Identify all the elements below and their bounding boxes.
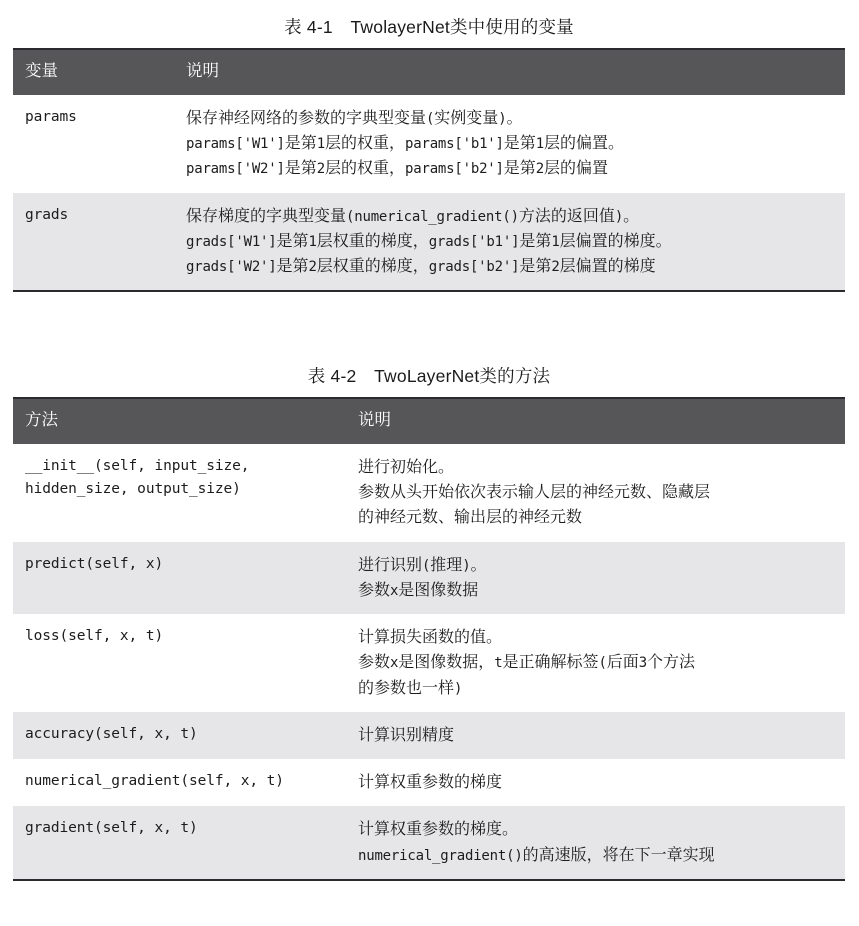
row-key-cell xyxy=(13,444,346,542)
description-line: grads['W1']是第1层权重的梯度，grads['b1']是第1层偏置的梯度。 xyxy=(186,232,672,250)
row-description-cell xyxy=(346,759,845,806)
row-description-cell xyxy=(346,806,845,880)
table-header-row xyxy=(13,398,845,444)
row-key-line: params xyxy=(25,108,77,125)
row-key-line: loss(self, x, t) xyxy=(25,628,164,645)
table-row xyxy=(13,759,845,806)
row-key-cell xyxy=(13,806,346,880)
description-line: 的参数也一样) xyxy=(358,679,463,697)
table-1-block xyxy=(13,14,845,292)
description-line: 的神经元数、输出层的神经元数 xyxy=(358,509,583,527)
row-key-line: grads xyxy=(25,206,69,223)
description-line: params['W2']是第2层的权重，params['b2']是第2层的偏置 xyxy=(186,160,609,178)
row-description-cell xyxy=(346,444,845,542)
table-1-header-description: 说明 xyxy=(174,49,845,95)
description-line: 参数x是图像数据，t是正确解标签(后面3个方法 xyxy=(358,654,696,672)
description-line: 计算权重参数的梯度 xyxy=(358,774,503,792)
table-row xyxy=(13,614,845,712)
table-2-header-description: 说明 xyxy=(346,398,845,444)
row-key-line: gradient(self, x, t) xyxy=(25,820,198,837)
table-2-header-method: 方法 xyxy=(13,398,346,444)
description-line: numerical_gradient()的高速版，将在下一章实现 xyxy=(358,846,715,864)
row-key-cell xyxy=(13,712,346,759)
row-description-cell xyxy=(174,95,845,193)
table-header-row xyxy=(13,49,845,95)
row-key-line: hidden_size, output_size) xyxy=(25,480,241,497)
table-2-block xyxy=(13,363,845,881)
row-key-cell xyxy=(13,614,346,712)
description-line: 计算损失函数的值。 xyxy=(358,629,503,647)
table-1-caption: 表 4-1 TwolayerNet类中使用的变量 xyxy=(284,17,574,37)
row-key-cell xyxy=(13,193,174,292)
table-row xyxy=(13,542,845,615)
table-1-header-variable: 变量 xyxy=(13,49,174,95)
description-line: 计算识别精度 xyxy=(358,726,455,744)
row-key-cell xyxy=(13,759,346,806)
table-2-body xyxy=(13,444,845,880)
table-1 xyxy=(13,48,845,292)
row-key-line: predict(self, x) xyxy=(25,555,164,572)
description-line: params['W1']是第1层的权重，params['b1']是第1层的偏置。 xyxy=(186,135,625,153)
row-description-cell xyxy=(346,614,845,712)
table-row xyxy=(13,193,845,292)
row-key-cell xyxy=(13,542,346,615)
description-line: 参数从头开始依次表示输人层的神经元数、隐藏层 xyxy=(358,484,711,502)
table-row xyxy=(13,712,845,759)
description-line: 进行识别(推理)。 xyxy=(358,556,487,574)
table-2-header xyxy=(13,398,845,444)
description-line: 参数x是图像数据 xyxy=(358,581,479,599)
row-key-line: accuracy(self, x, t) xyxy=(25,725,198,742)
table-2-caption: 表 4-2 TwoLayerNet类的方法 xyxy=(307,366,551,386)
description-line: 计算权重参数的梯度。 xyxy=(358,821,519,839)
row-description-cell xyxy=(174,193,845,292)
table-row xyxy=(13,806,845,880)
description-line: 保存梯度的字典型变量(numerical_gradient()方法的返回值)。 xyxy=(186,207,640,225)
table-2 xyxy=(13,397,845,881)
description-line: grads['W2']是第2层权重的梯度，grads['b2']是第2层偏置的梯度 xyxy=(186,258,656,276)
row-description-cell xyxy=(346,712,845,759)
description-line: 进行初始化。 xyxy=(358,458,455,476)
row-description-cell xyxy=(346,542,845,615)
row-key-cell xyxy=(13,95,174,193)
table-1-body xyxy=(13,95,845,292)
description-line: 保存神经网络的参数的字典型变量(实例变量)。 xyxy=(186,109,523,127)
table-row xyxy=(13,444,845,542)
row-key-line: __init__(self, input_size, xyxy=(25,457,250,474)
table-row xyxy=(13,95,845,193)
row-key-line: numerical_gradient(self, x, t) xyxy=(25,773,284,790)
table-1-header xyxy=(13,49,845,95)
